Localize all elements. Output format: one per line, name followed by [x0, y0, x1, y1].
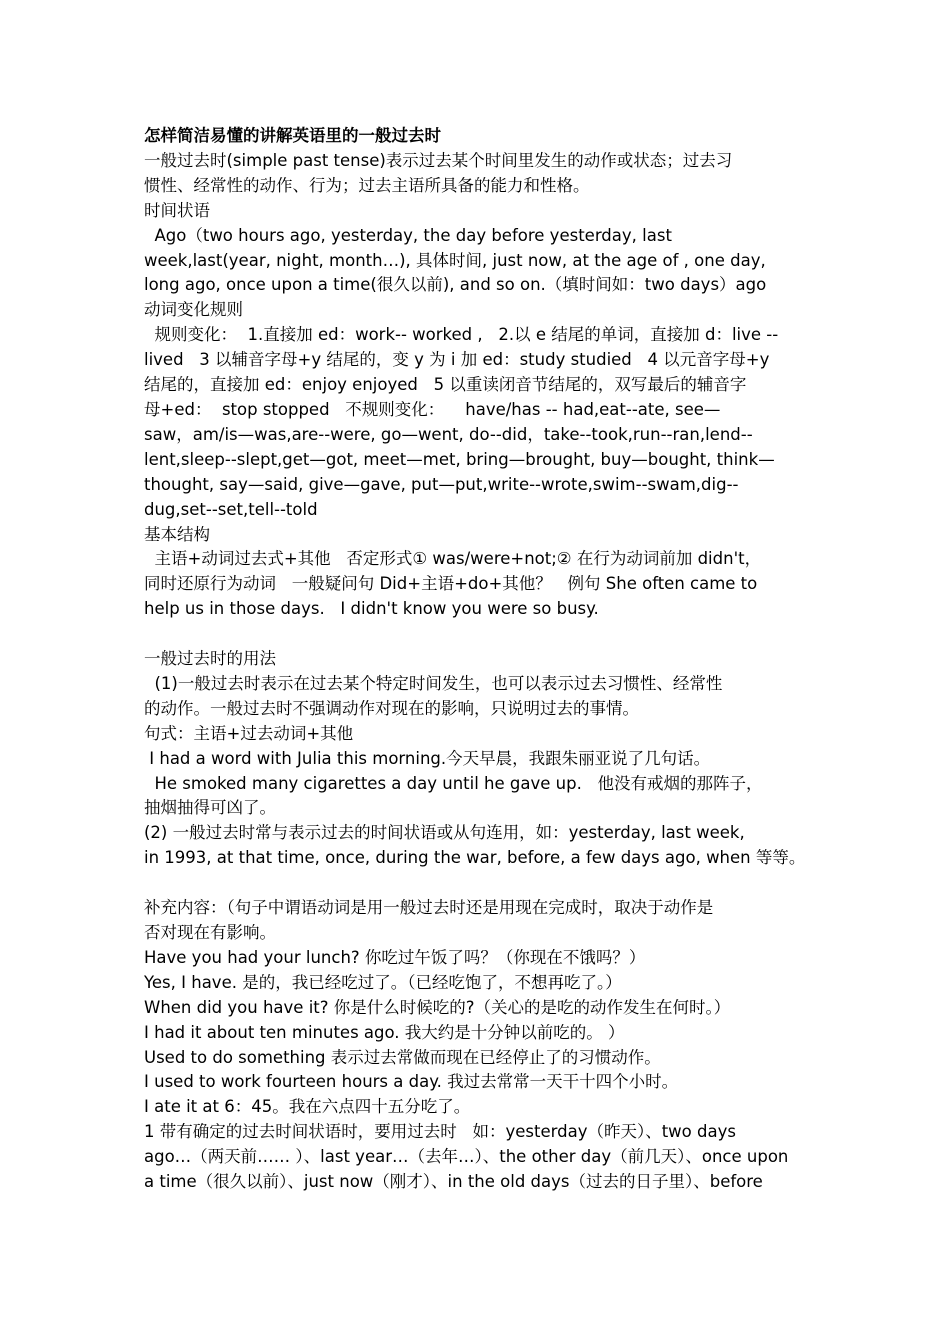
text-line: 结尾的，直接加 ed：enjoy enjoyed 5 以重读闭音节结尾的，双写最后的辅音字: [144, 375, 747, 395]
text-line: thought, say—said, give—gave, put—put,write--wrote,swim--swam,dig--: [144, 474, 739, 494]
document-body: [144, 124, 810, 1195]
text-line: in 1993, at that time, once, during the war, before, a few days ago, when 等等。: [144, 848, 806, 868]
text-line: lent,sleep--slept,get—got, meet—met, bring—brought, buy—bought, think—: [144, 449, 775, 469]
text-line: I used to work fourteen hours a day. 我过去常常一天干十四个小时。: [144, 1072, 679, 1092]
text-line: saw，am/is—was,are--were, go—went, do--did，take--took,run--ran,lend--: [144, 424, 753, 444]
text-line: 1 带有确定的过去时间状语时，要用过去时 如：yesterday（昨天）、two days: [144, 1122, 736, 1142]
document-title: 怎样简洁易懂的讲解英语里的一般过去时: [144, 126, 441, 145]
text-line: a time（很久以前）、just now（刚才）、in the old days（过去的日子里）、before: [144, 1172, 763, 1192]
text-line: (2) 一般过去时常与表示过去的时间状语或从句连用，如：yesterday, last week,: [144, 823, 745, 843]
text-line: help us in those days. I didn't know you were so busy.: [144, 599, 599, 619]
text-line: Ago（two hours ago, yesterday, the day before yesterday, last: [144, 225, 672, 245]
text-line: 动词变化规则: [144, 300, 243, 320]
blank-line: [144, 622, 810, 647]
text-line: 一般过去时(simple past tense)表示过去某个时间里发生的动作或状态；过去习: [144, 150, 733, 170]
text-line: I ate it at 6：45。我在六点四十五分吃了。: [144, 1097, 471, 1117]
blank-line: [144, 871, 810, 896]
text-line: I had a word with Julia this morning.今天早晨，我跟朱丽亚说了几句话。: [144, 748, 711, 768]
text-line: 句式：主语+过去动词+其他: [144, 723, 354, 743]
text-line: (1)一般过去时表示在过去某个特定时间发生，也可以表示过去习惯性、经常性: [144, 673, 723, 693]
text-line: 一般过去时的用法: [144, 649, 276, 669]
text-line: dug,set--set,tell--told: [144, 499, 318, 519]
text-line: 同时还原行为动词 一般疑问句 Did+主语+do+其他？ 例句 She often came to: [144, 574, 758, 594]
text-line: ago…（两天前…… ）、last year…（去年…）、the other day（前几天）、once upon: [144, 1147, 789, 1167]
text-line: 补充内容：（句子中谓语动词是用一般过去时还是用现在完成时，取决于动作是: [144, 898, 714, 918]
text-line: I had it about ten minutes ago. 我大约是十分钟以前吃的。 ）: [144, 1022, 625, 1042]
text-line: lived 3 以辅音字母+y 结尾的，变 y 为 i 加 ed：study studied 4 以元音字母+y: [144, 350, 770, 370]
text-line: 主语+动词过去式+其他 否定形式① was/were+not;② 在行为动词前加 didn't，: [144, 549, 762, 569]
text-line: Have you had your lunch? 你吃过午饭了吗？（你现在不饿吗？）: [144, 947, 646, 967]
text-line: He smoked many cigarettes a day until he gave up. 他没有戒烟的那阵子，: [144, 773, 763, 793]
text-line: When did you have it? 你是什么时候吃的?（关心的是吃的动作发生在何时。）: [144, 997, 731, 1017]
text-line: 否对现在有影响。: [144, 922, 276, 942]
text-line: 母+ed： stop stopped 不规则变化： have/has -- had,eat--ate, see—: [144, 399, 721, 419]
text-line: 基本结构: [144, 524, 210, 544]
text-line: Yes, I have. 是的，我已经吃过了。（已经吃饱了，不想再吃了。）: [144, 972, 622, 992]
text-line: 时间状语: [144, 200, 210, 220]
text-line: Used to do something 表示过去常做而现在已经停止了的习惯动作。: [144, 1047, 661, 1067]
text-line: week,last(year, night, month…), 具体时间, just now, at the age of , one day,: [144, 250, 766, 270]
text-line: 抽烟抽得可凶了。: [144, 798, 276, 818]
text-line: long ago, once upon a time(很久以前), and so on.（填时间如：two days）ago: [144, 275, 767, 295]
text-line: 惯性、经常性的动作、行为；过去主语所具备的能力和性格。: [144, 175, 590, 195]
text-line: 规则变化： 1.直接加 ed：work-- worked , 2.以 e 结尾的单词，直接加 d：live --: [144, 325, 779, 345]
text-line: 的动作。一般过去时不强调动作对现在的影响，只说明过去的事情。: [144, 698, 639, 718]
